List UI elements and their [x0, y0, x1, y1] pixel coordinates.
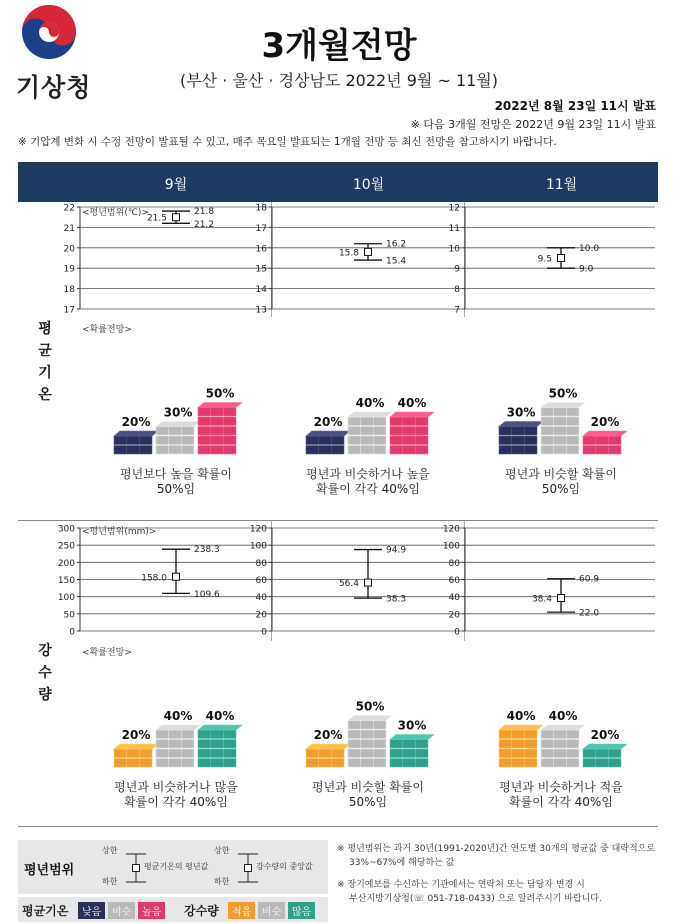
median-value-label: 158.0: [141, 573, 167, 584]
tick-label: 150: [57, 576, 75, 586]
legend-temp-mid: 평균기온의 평년값: [144, 862, 209, 871]
prob-label: 40%: [397, 396, 427, 410]
legend-precip-title: 강수량: [184, 904, 219, 918]
desc-line: 50%임: [348, 795, 388, 809]
tick-label: 80: [448, 558, 460, 569]
prob-bar: [306, 436, 344, 454]
prob-bar-top: [348, 412, 392, 417]
prob-bar-top: [583, 431, 627, 436]
section-divider: [18, 826, 658, 827]
tick-label: 11: [448, 223, 460, 234]
tick-label: 60: [448, 576, 460, 586]
prob-label: 40%: [205, 709, 235, 723]
tick-label: 100: [442, 541, 460, 552]
lower-value-label: 38.3: [386, 594, 407, 605]
prob-label: 20%: [121, 728, 151, 742]
prob-label: 20%: [590, 728, 620, 742]
precip-prob-chart-1: [80, 648, 272, 778]
legend-precip-mid: 강수량의 중앙값: [256, 862, 313, 871]
desc-line: 확률이 각각 40%임: [316, 482, 420, 496]
chip-temp-high: 높음: [138, 902, 165, 919]
prob-label: 20%: [313, 728, 343, 742]
tick-label: 7: [454, 305, 460, 314]
prob-bar: [390, 417, 428, 454]
tick-label: 50: [63, 610, 75, 621]
chip-temp-low: 낮음: [78, 902, 105, 919]
prob-bar: [583, 436, 621, 454]
lower-value-label: 21.2: [194, 219, 215, 230]
desc-line: 확률이 각각 40%임: [124, 795, 228, 809]
prob-bar: [583, 749, 621, 767]
median-value-label: 9.5: [537, 254, 552, 265]
legend-lower-2: 하한: [214, 877, 230, 886]
median-value-label: 21.5: [146, 213, 167, 224]
footnote-contact-line2: 부산지방기상청(☏ 051-718-0433) 으로 알려주시기 바랍니다.: [349, 894, 602, 904]
tick-label: 14: [255, 285, 267, 296]
temp-prob-desc-2: [272, 467, 464, 497]
chip-precip-similar: 비슷: [258, 902, 285, 919]
tick-label: 120: [249, 524, 267, 535]
legend-upper-1: 상한: [102, 846, 118, 855]
lower-value-label: 109.6: [194, 589, 220, 600]
prob-bar-top: [114, 744, 158, 749]
tick-label: 15: [255, 264, 267, 275]
tick-label: 17: [63, 305, 75, 314]
tick-label: 13: [255, 305, 267, 314]
tick-label: 16: [255, 244, 267, 255]
published-date: 2022년 8월 23일 11시 발표: [494, 99, 656, 113]
prob-bar: [306, 749, 344, 767]
prob-label: 40%: [506, 709, 536, 723]
legend-color-box: [18, 897, 328, 922]
tick-label: 20: [255, 610, 267, 621]
prob-bar-top: [198, 725, 242, 730]
tick-label: 300: [57, 524, 75, 535]
next-release-note: ※ 다음 3개월 전망은 2022년 9월 23일 11시 발표: [410, 118, 656, 131]
prob-bar-top: [306, 744, 350, 749]
prob-bar-top: [114, 431, 158, 436]
prob-bar: [390, 740, 428, 768]
section-divider: [18, 520, 658, 521]
lower-value-label: 22.0: [579, 608, 600, 619]
prob-bar-top: [499, 725, 543, 730]
prob-bar: [499, 730, 537, 767]
footnote-contact-line1: ※ 장기예보를 수신하는 기관에서는 연락처 또는 담당자 변경 시: [337, 880, 585, 890]
chip-temp-similar: 비슷: [108, 902, 135, 919]
upper-value-label: 238.3: [194, 545, 220, 556]
month-label-oct: 10월: [352, 177, 385, 193]
tick-label: 80: [255, 558, 267, 569]
footnote-contact: [337, 878, 667, 906]
precipitation-section-label: [30, 640, 60, 706]
label-char: 강: [38, 643, 52, 659]
lower-value-label: 9.0: [579, 264, 594, 275]
prob-label: 30%: [397, 718, 427, 733]
prob-bar-top: [156, 422, 200, 427]
tick-label: 250: [57, 541, 75, 552]
footnote-range-line1: ※ 평년범위는 과거 30년(1991-2020년)간 연도별 30개의 평균값 중 대략적으로: [337, 844, 656, 854]
prob-label: 30%: [163, 405, 193, 420]
median-marker: [173, 214, 180, 221]
temp-prob-title: <확률전망>: [82, 325, 132, 335]
tick-label: 10: [448, 244, 460, 255]
label-char: 온: [38, 387, 52, 403]
prob-label: 50%: [205, 386, 235, 401]
precip-prob-desc-3: [465, 780, 657, 810]
median-marker: [365, 579, 372, 586]
temp-prob-desc-3: [465, 467, 657, 497]
prob-bar: [499, 427, 537, 455]
revision-note: ※ 기압계 변화 시 수정 전망이 발표될 수 있고, 매주 목요일 발표되는 1개월 전망 등 최신 전망을 참고하시기 바랍니다.: [18, 136, 557, 148]
prob-label: 50%: [355, 699, 385, 714]
upper-value-label: 16.2: [386, 239, 407, 250]
legend-lower-1: 하한: [102, 877, 118, 886]
tick-label: 20: [448, 610, 460, 621]
upper-value-label: 21.8: [194, 207, 215, 218]
prob-bar: [541, 408, 579, 455]
prob-label: 40%: [355, 396, 385, 410]
temp-range-chart-3: [425, 202, 657, 314]
tick-label: 0: [69, 627, 75, 636]
prob-bar-top: [306, 431, 350, 436]
prob-label: 20%: [590, 415, 620, 429]
prob-bar: [198, 730, 236, 767]
month-header-bar: [18, 162, 658, 202]
prob-bar-top: [156, 725, 200, 730]
temp-prob-chart-2: [272, 335, 464, 465]
tick-label: 18: [63, 285, 75, 296]
upper-value-label: 94.9: [386, 545, 407, 556]
desc-line: 확률이 각각 40%임: [509, 795, 613, 809]
prob-bar-top: [499, 422, 543, 427]
page-subtitle: (부산 · 울산 · 경상남도 2022년 9월 ~ 11월): [179, 71, 499, 90]
prob-bar-top: [583, 744, 627, 749]
prob-bar: [156, 730, 194, 767]
median-marker: [558, 255, 565, 262]
tick-label: 40: [255, 593, 267, 604]
temp-prob-desc-1: [80, 467, 272, 497]
page-title: 3개월전망: [261, 26, 417, 66]
median-value-label: 38.4: [531, 594, 552, 605]
median-value-label: 56.4: [338, 579, 359, 590]
precip-prob-chart-2: [272, 648, 464, 778]
median-marker: [173, 573, 180, 580]
prob-label: 20%: [121, 415, 151, 429]
legend-range-title: 평년범위: [24, 863, 75, 878]
prob-bar-top: [348, 716, 392, 721]
tick-label: 19: [63, 264, 75, 275]
desc-line: 50%임: [541, 482, 581, 496]
month-label-sep: 9월: [164, 177, 188, 193]
precip-prob-chart-3: [465, 648, 657, 778]
prob-label: 40%: [548, 709, 578, 723]
chip-precip-low: 적음: [228, 902, 255, 919]
desc-line: 평년보다 높을 확률이: [120, 467, 232, 481]
prob-bar: [348, 417, 386, 454]
median-marker: [365, 248, 372, 255]
tick-label: 100: [249, 541, 267, 552]
tick-label: 17: [255, 223, 267, 234]
prob-bar: [114, 436, 152, 454]
month-label-nov: 11월: [545, 177, 578, 193]
prob-bar-top: [390, 412, 434, 417]
tick-label: 200: [57, 558, 75, 569]
prob-label: 30%: [506, 405, 536, 420]
label-char: 수: [38, 665, 52, 681]
precip-prob-desc-2: [272, 780, 464, 810]
legend-temp-title: 평균기온: [22, 904, 69, 918]
prob-bar-top: [198, 403, 242, 408]
temperature-section-label: [30, 318, 60, 406]
label-char: 기: [38, 365, 52, 381]
upper-value-label: 10.0: [579, 243, 600, 254]
temp-prob-chart-1: [80, 335, 272, 465]
tick-label: 8: [454, 285, 460, 296]
tick-label: 100: [57, 593, 75, 604]
tick-label: 0: [454, 627, 460, 636]
tick-label: 0: [261, 627, 267, 636]
tick-label: 18: [255, 203, 267, 214]
footnote-range: [337, 842, 667, 870]
desc-line: 평년과 비슷하거나 많을: [114, 780, 238, 794]
label-char: 균: [38, 343, 52, 359]
median-value-label: 15.8: [338, 248, 359, 259]
prob-label: 40%: [163, 709, 193, 723]
precip-prob-desc-1: [80, 780, 272, 810]
label-char: 량: [38, 687, 52, 703]
tick-label: 22: [63, 203, 75, 214]
desc-line: 평년과 비슷하거나 높을: [306, 467, 430, 481]
upper-value-label: 60.9: [579, 574, 600, 585]
precip-range-title: <평년범위(mm)>: [82, 527, 157, 537]
temp-prob-chart-3: [465, 335, 657, 465]
chip-precip-high: 많음: [288, 902, 315, 919]
legend-upper-2: 상한: [214, 846, 230, 855]
median-marker: [558, 595, 565, 602]
prob-label: 50%: [548, 386, 578, 401]
precip-prob-title: <확률전망>: [82, 648, 132, 658]
prob-bar-top: [541, 403, 585, 408]
desc-line: 평년과 비슷할 확률이: [312, 780, 424, 794]
legend-range-box: [18, 840, 328, 894]
prob-bar: [348, 721, 386, 768]
prob-label: 20%: [313, 415, 343, 429]
tick-label: 120: [442, 524, 460, 535]
tick-label: 9: [454, 264, 460, 275]
tick-label: 20: [63, 244, 75, 255]
prob-bar-top: [390, 735, 434, 740]
prob-bar: [114, 749, 152, 767]
temp-range-title: <평년범위(℃)>: [82, 208, 149, 218]
desc-line: 평년과 비슷하거나 적을: [499, 780, 623, 794]
tick-label: 60: [255, 576, 267, 586]
desc-line: 50%임: [156, 482, 196, 496]
footnote-range-line2: 33%~67%에 해당하는 값: [349, 858, 455, 868]
prob-bar-top: [541, 725, 585, 730]
tick-label: 40: [448, 593, 460, 604]
desc-line: 평년과 비슷할 확률이: [505, 467, 617, 481]
tick-label: 21: [63, 223, 75, 234]
logo-text: 기상청: [16, 73, 92, 102]
prob-bar: [541, 730, 579, 767]
tick-label: 12: [448, 203, 460, 214]
lower-value-label: 15.4: [386, 256, 407, 267]
label-char: 평: [38, 321, 52, 337]
precip-range-chart-3: [425, 523, 657, 636]
prob-bar: [198, 408, 236, 455]
prob-bar: [156, 427, 194, 455]
